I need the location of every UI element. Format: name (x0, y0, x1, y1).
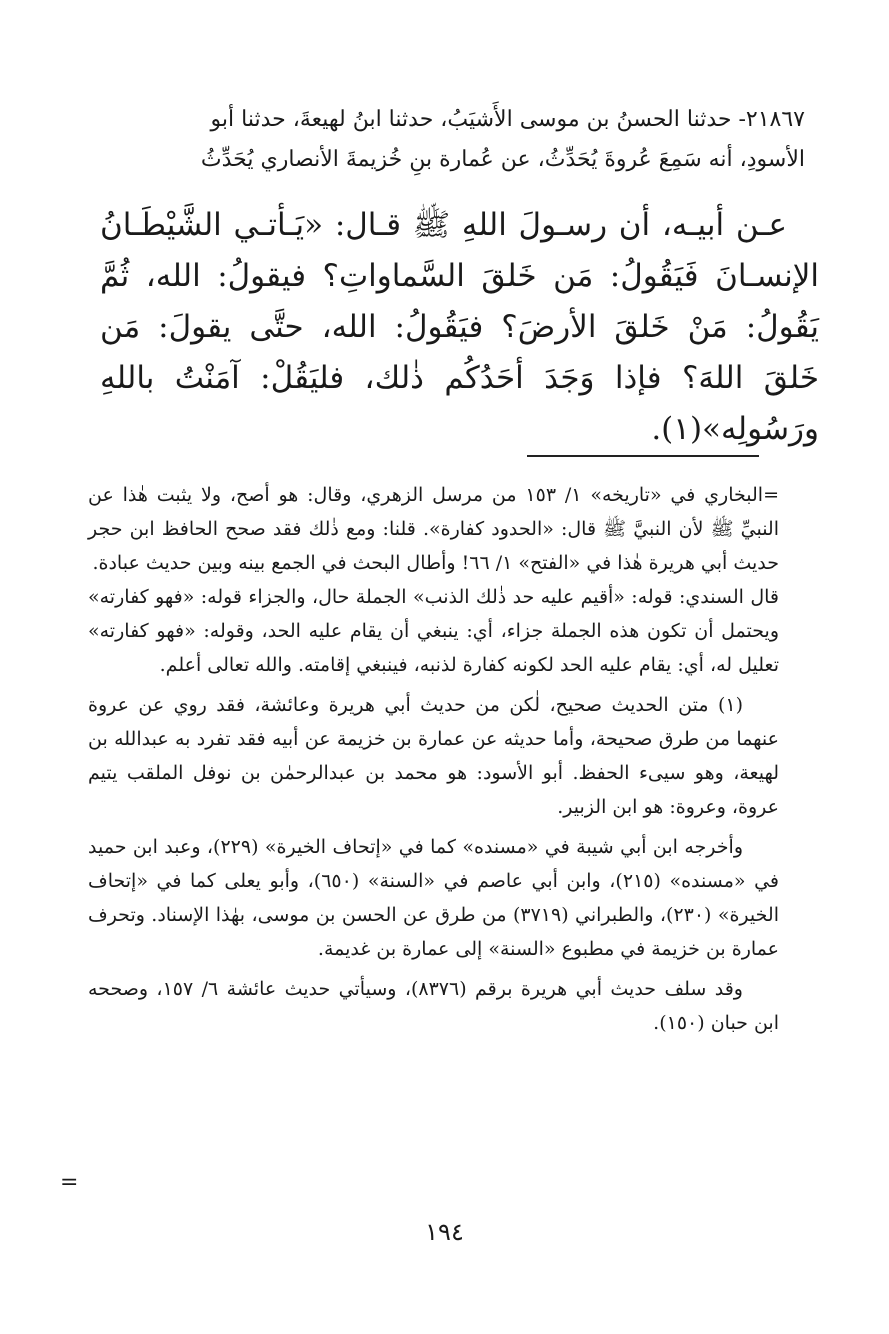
hadith-body: عـن أبيـه، أن رسـولَ اللهِ ﷺ قـال: «يَـأتـي الشَّيْطَـانُ الإنسـانَ فَيَقُولُ: مَن خَلقَ السَّماواتِ؟ فيقولُ: الله، ثُمَّ يَقُولُ: مَنْ خَلقَ الأرضَ؟ فيَقُولُ: الله، حتَّى يقولَ: مَن خَلقَ اللهَ؟ فإذا وَجَدَ أحَدُكُم ذٰلك، فليَقُلْ: آمَنْتُ باللهِ ورَسُولِه»(١). (100, 207, 819, 447)
footnote-1-cross-reference: وقد سلف حديث أبي هريرة برقم (٨٣٧٦)، وسيأتي حديث عائشة ٦/ ١٥٧، وصححه ابن حبان (١٥٠). (88, 978, 779, 1034)
footnote-1-takhrij: وأخرجه ابن أبي شيبة في «مسنده» كما في «إتحاف الخيرة» (٢٢٩)، وعبد ابن حميد في «مسنده» (٢١٥)، وابن أبي عاصم في «السنة» (٦٥٠)، وأبو يعلى كما في «إتحاف الخيرة» (٢٣٠)، والطبراني (٣٧١٩) من طرق عن الحسن بن موسى، بهٰذا الإسناد. وتحرف عمارة بن خزيمة في مطبوع «السنة» إلى عمارة بن غديمة. (88, 836, 779, 960)
footnote-1: (١) متن الحديث صحيح، لٰكن من حديث أبي هريرة وعائشة، فقد روي عن عروة عنهما من طرق صحيحة، وأما حديثه عن عمارة بن خزيمة عن أبيه فقد تفرد به عبدالله بن لهيعة، وهو سيىء الحفظ. أبو الأسود: هو محمد بن عبدالرحمٰن بن نوفل الملقب يتيم عروة، وعروة: هو ابن الزبير. (88, 694, 779, 818)
footnote-sindi-commentary: قال السندي: قوله: «أقيم عليه حد ذٰلك الذنب» الجملة حال، والجزاء قوله: «فهو كفارته» ويحتمل أن تكون هذه الجملة جزاء، أي: ينبغي أن يقام عليه الحد، وقوله: «فهو كفارته» تعليل له، أي: يقام عليه الحد لكونه كفارة لذنبه، فينبغي إقامته. والله تعالى أعلم. (88, 586, 779, 676)
continuation-mark: = (60, 1170, 79, 1195)
footnote-continuation: =البخاري في «تاريخه» ١/ ١٥٣ من مرسل الزهري، وقال: هو أصح، ولا يثبت هٰذا عن النبيِّ ﷺ لأن النبيَّ ﷺ قال: «الحدود كفارة». قلنا: ومع ذٰلك فقد صحح الحافظ ابن حجر حديث أبي هريرة هٰذا في «الفتح» ١/ ٦٦! وأطال البحث في الجمع بينه وبين حديث عبادة. (88, 484, 779, 574)
hadith-text (100, 200, 819, 455)
hadith-chain-of-narration (100, 100, 805, 180)
footnote-divider (527, 455, 759, 457)
narration-line-2: الأسودِ، أنه سَمِعَ عُروةَ يُحَدِّثُ، عن عُمارة بنِ خُزيمةَ الأنصاري يُحَدِّثُ (200, 147, 805, 172)
page-number: ١٩٤ (425, 1218, 464, 1246)
narration-line-1: ٢١٨٦٧- حدثنا الحسنُ بن موسى الأَشيَبُ، حدثنا ابنُ لهيعةَ، حدثنا أبو (210, 107, 805, 132)
footnotes-section (88, 478, 779, 1040)
